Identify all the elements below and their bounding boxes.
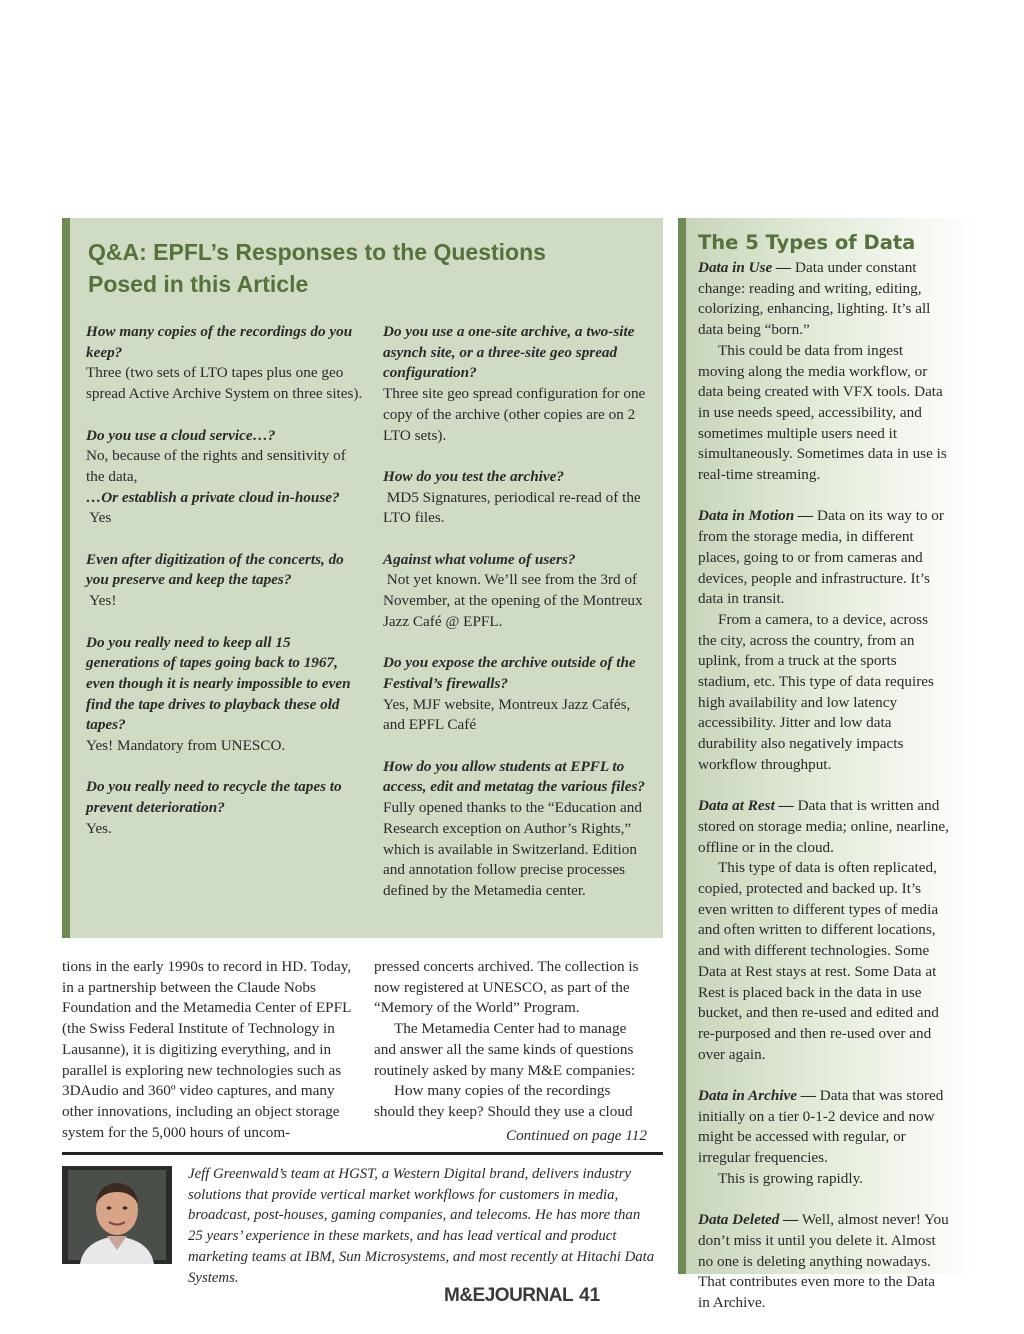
body-paragraph: The Metamedia Center had to manage and answer all the same kinds of questions routinely asked by many M&E companies: — [374, 1020, 636, 1079]
qa-item — [383, 653, 653, 736]
body-paragraph: pressed concerts archived. The collection is now registered at UNESCO, as part of the “Memory of the World” Program. — [374, 958, 639, 1017]
qa-answer: Yes! Mandatory from UNESCO. — [86, 737, 286, 755]
qa-question: Do you really need to keep all 15 generations of tapes going back to 1967, even though it is nearly impossible to even find the tape drives to playback these old tapes? — [86, 633, 351, 734]
qa-answer: Yes — [86, 509, 112, 527]
bio-divider — [62, 1152, 663, 1155]
sidebar-term: Data at Rest — — [698, 797, 794, 815]
sidebar-term: Data Deleted — — [698, 1211, 799, 1229]
qa-column-right — [383, 322, 653, 922]
sidebar-paragraph: This type of data is often replicated, copied, protected and backed up. It’s even written to different types of media and often written to different locations, and with different technologies. Some Data at Rest stays at rest. Some Data at Rest is placed back in the data in use bucket, and then re-used and edited and re-purposed and then re-used over and over again. — [698, 859, 939, 1063]
page-footer — [444, 1285, 600, 1307]
qa-item — [86, 322, 366, 405]
qa-answer: Yes! — [86, 592, 117, 610]
sidebar-definition: Data under constant change: reading and writing, editing, colorizing, enhancing, lighting. It’s all data being “born.” — [698, 259, 931, 339]
qa-item — [86, 550, 366, 612]
continued-note: Continued on page 112 — [505, 1127, 647, 1144]
qa-answer: Yes. — [86, 819, 112, 837]
author-photo — [62, 1166, 172, 1264]
qa-item — [86, 777, 366, 839]
sidebar-paragraph — [698, 1086, 950, 1169]
sidebar-paragraph: This is growing rapidly. — [718, 1169, 863, 1187]
sidebar-paragraph: From a camera, to a device, across the city, across the country, from an uplink, from a truck at the sports stadium, etc. This type of data requires high availability and low latency accessibility. Jitter and low data durability also negatively impacts workflow throughput. — [698, 610, 934, 773]
sidebar-paragraph — [698, 506, 950, 610]
sidebar-term: Data in Archive — — [698, 1087, 816, 1105]
qa-question: …Or establish a private cloud in-house? — [86, 488, 340, 506]
body-column-right — [374, 957, 652, 1123]
qa-answer: No, because of the rights and sensitivity of the data, — [86, 447, 346, 485]
qa-answer: Three (two sets of LTO tapes plus one geo spread Active Archive System on three sites). — [86, 364, 363, 403]
qa-question: Even after digitization of the concerts, do you preserve and keep the tapes? — [86, 550, 344, 589]
qa-question: Do you use a one-site archive, a two-site asynch site, or a three-site geo spread configuration? — [383, 323, 635, 382]
journal-name: M&EJOURNAL — [444, 1285, 574, 1306]
sidebar-definition: Data on its way to or from the storage media, in different places, going to or from cameras and devices, people and infrastructure. It’s data in transit. — [698, 507, 944, 608]
qa-item — [383, 467, 653, 529]
qa-title: Q&A: EPFL’s Responses to the Questions Posed in this Article — [88, 239, 546, 297]
sidebar-title: The 5 Types of Data — [698, 231, 916, 254]
author-portrait-icon — [62, 1166, 172, 1264]
author-bio: Jeff Greenwald’s team at HGST, a Western Digital brand, delivers industry solutions that provide vertical market workflows for customers in media, broadcast, post-houses, gaming companies, and telecoms. He has more than 25 years’ experience in these markets, and has lead vertical and product marketing teams at IBM, Sun Microsystems, and most recently at Hitachi Data Systems. — [188, 1166, 655, 1286]
page-number: 41 — [579, 1285, 601, 1306]
qa-item — [86, 633, 366, 757]
qa-item — [86, 426, 366, 530]
qa-question: How do you allow students at EPFL to access, edit and metatag the various files? — [383, 757, 645, 796]
qa-column-left — [86, 322, 366, 860]
sidebar-text — [698, 258, 950, 1314]
qa-item — [383, 322, 653, 446]
qa-question: Against what volume of users? — [383, 550, 576, 568]
qa-item — [383, 757, 653, 902]
qa-question: How do you test the archive? — [383, 467, 564, 485]
qa-question: Do you use a cloud service…? — [86, 426, 276, 444]
qa-question: Do you really need to recycle the tapes to prevent deterioration? — [86, 778, 342, 817]
qa-accent-bar — [62, 218, 70, 938]
body-column-left — [62, 957, 354, 1143]
sidebar-definition: Data that was stored initially on a tier 0-1-2 device and now might be accessed with regular, or irregular frequencies. — [698, 1087, 944, 1167]
qa-answer: Not yet known. We’ll see from the 3rd of November, at the opening of the Montreux Jazz Café @ EPFL. — [383, 571, 647, 630]
qa-answer: MD5 Signatures, periodical re-read of the LTO files. — [383, 488, 645, 527]
qa-question: Do you expose the archive outside of the Festival’s firewalls? — [383, 654, 636, 692]
body-paragraph: tions in the early 1990s to record in HD. Today, in a partnership between the Claude Nobs Foundation and the Metamedia Center of EPFL (the Swiss Federal Institute of Technology in Lausanne), it is digitizing everything, and in parallel is exploring new technologies such as 3DAudio and 360º video captures, and many other innovations, including an object storage system for the 5,000 hours of uncom- — [62, 958, 352, 1141]
sidebar-paragraph — [698, 1210, 950, 1314]
qa-question: How many copies of the recordings do you keep? — [86, 323, 353, 361]
sidebar-term: Data in Use — — [698, 259, 792, 276]
sidebar-definition: Data that is written and stored on storage media; online, nearline, offline or in the cloud. — [698, 797, 949, 856]
qa-answer: Yes, MJF website, Montreux Jazz Cafés, and EPFL Café — [383, 695, 631, 734]
sidebar-paragraph: This could be data from ingest moving along the media workflow, or data being created with VFX tools. Data in use needs speed, accessibility, and sometimes multiple users need it simultaneously. Sometimes data in use is real-time streaming. — [698, 341, 947, 484]
qa-item — [383, 550, 653, 633]
sidebar-accent-bar — [678, 218, 686, 1274]
qa-answer: Three site geo spread configuration for one copy of the archive (other copies are on 2 LTO sets). — [383, 385, 646, 444]
sidebar-definition: Well, almost never! You don’t miss it until you delete it. Almost no one is deleting anything nowadays. That contributes even more to the Data in Archive. — [698, 1211, 949, 1312]
sidebar-paragraph — [698, 258, 950, 341]
sidebar-paragraph — [698, 796, 950, 858]
qa-answer: Fully opened thanks to the “Education and Research exception on Author’s Rights,” which is available in Switzerland. Edition and annotation follow precise processes defined by the Metamedia center. — [383, 799, 642, 899]
sidebar-term: Data in Motion — — [698, 507, 814, 525]
body-paragraph: How many copies of the recordings should they keep? Should they use a cloud — [374, 1082, 633, 1120]
